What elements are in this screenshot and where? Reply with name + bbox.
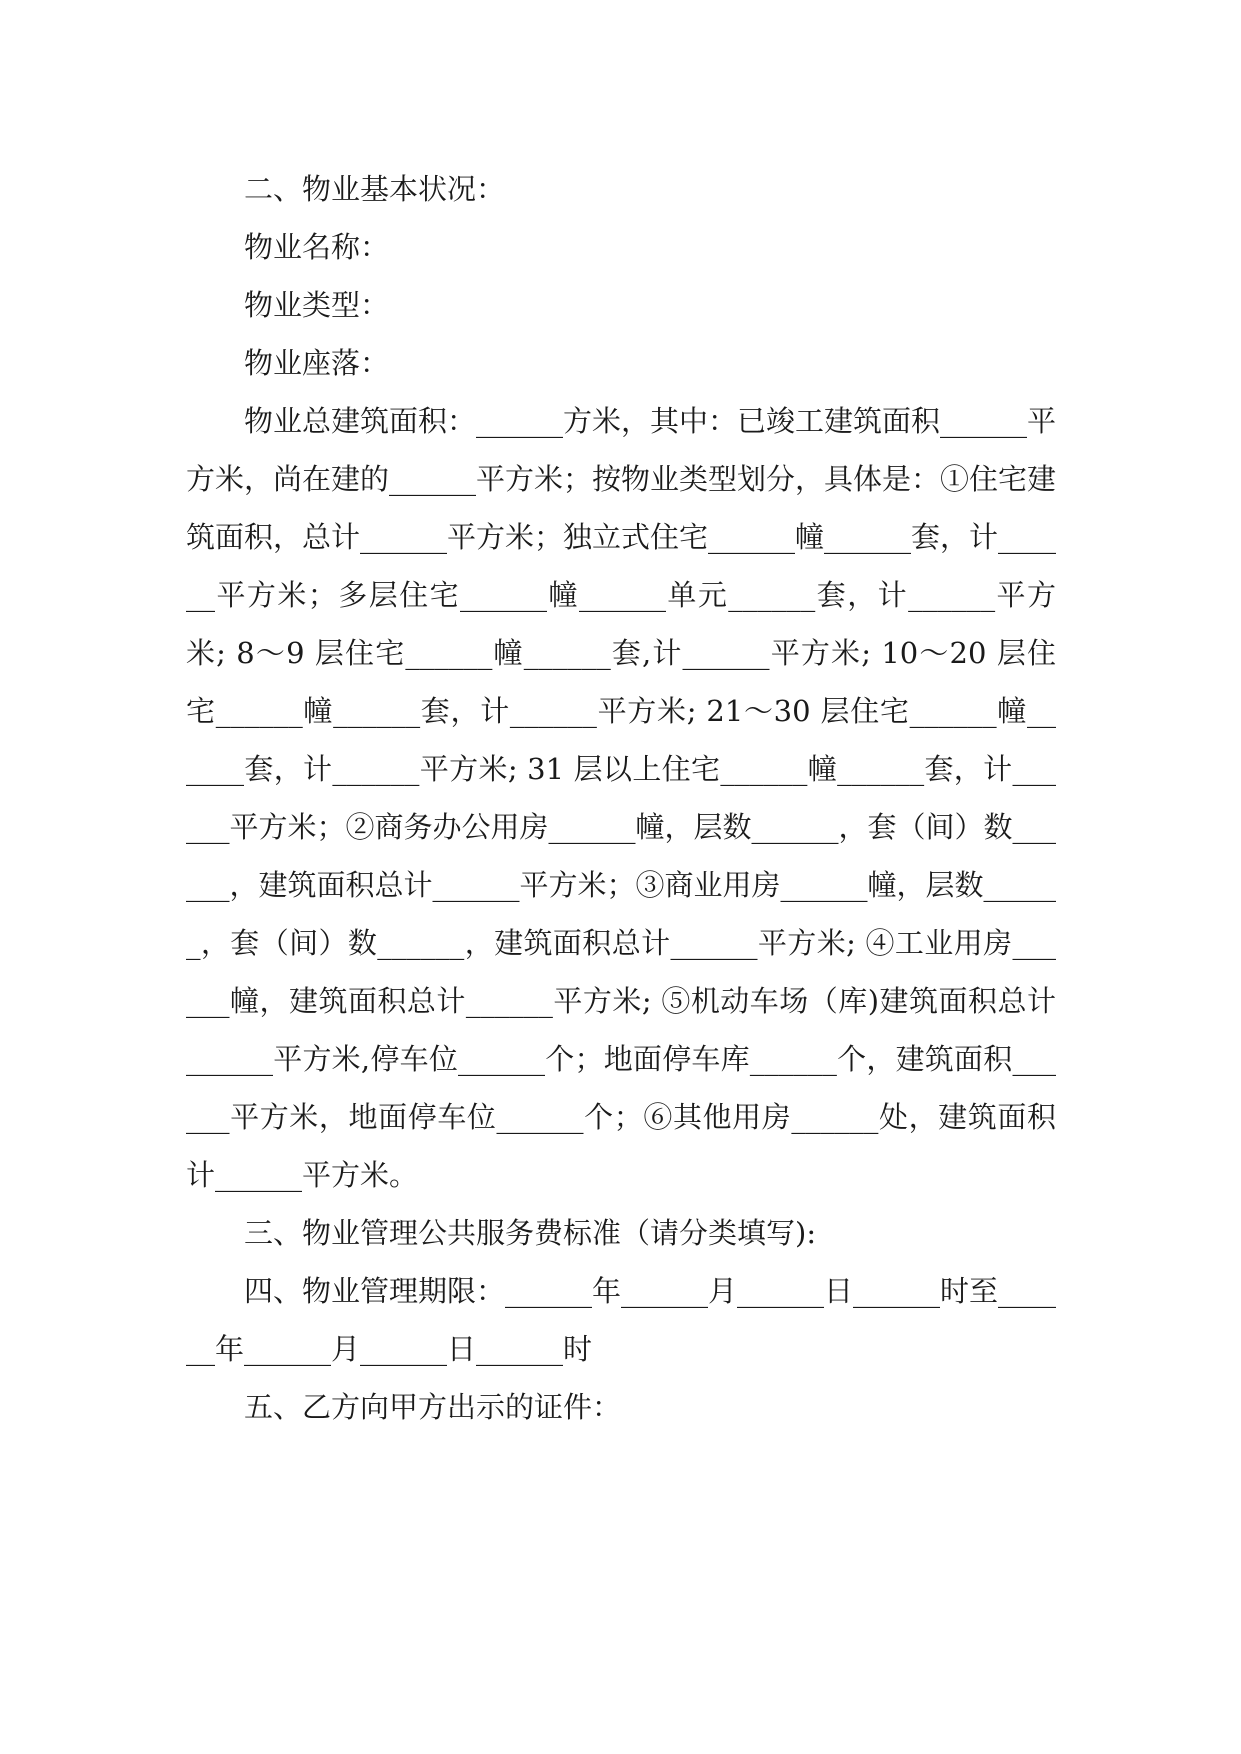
section-heading-management-term: 四、物业管理期限：______年______月______日______时至______年______月______日______时 bbox=[186, 1274, 1057, 1366]
section-heading-certificates: 五、乙方向甲方出示的证件： bbox=[244, 1390, 622, 1424]
field-property-name: 物业名称： bbox=[244, 230, 390, 264]
field-property-location: 物业座落： bbox=[244, 346, 390, 380]
document-body bbox=[186, 160, 1056, 1436]
paragraph-building-area: 物业总建筑面积：______方米，其中：已竣工建筑面积______平方米，尚在建的______平方米；按物业类型划分，具体是：①住宅建筑面积，总计______平方米；独立式住宅______幢______套，计______平方米；多层住宅______幢______单元______套，计______平方米; 8～9 层住宅______幢______套,计______平方米; 10～20 层住宅______幢______套，计______平方米; 21～30 层住宅______幢______套，计______平方米; 31 层以上住宅______幢______套，计______平方米；②商务办公用房______幢，层数______，套（间）数______，建筑面积总计______平方米；③商业用房______幢，层数______，套（间）数______，建筑面积总计______平方米; ④工业用房______幢，建筑面积总计______平方米; ⑤机动车场（库)建筑面积总计______平方米,停车位______个；地面停车库______个，建筑面积______平方米，地面停车位______个；⑥其他用房______处，建筑面积计______平方米。 bbox=[186, 404, 1057, 1192]
section-heading-service-fee: 三、物业管理公共服务费标准（请分类填写): bbox=[244, 1216, 817, 1250]
field-property-type: 物业类型： bbox=[244, 288, 390, 322]
section-heading-property-status: 二、物业基本状况： bbox=[244, 172, 506, 206]
